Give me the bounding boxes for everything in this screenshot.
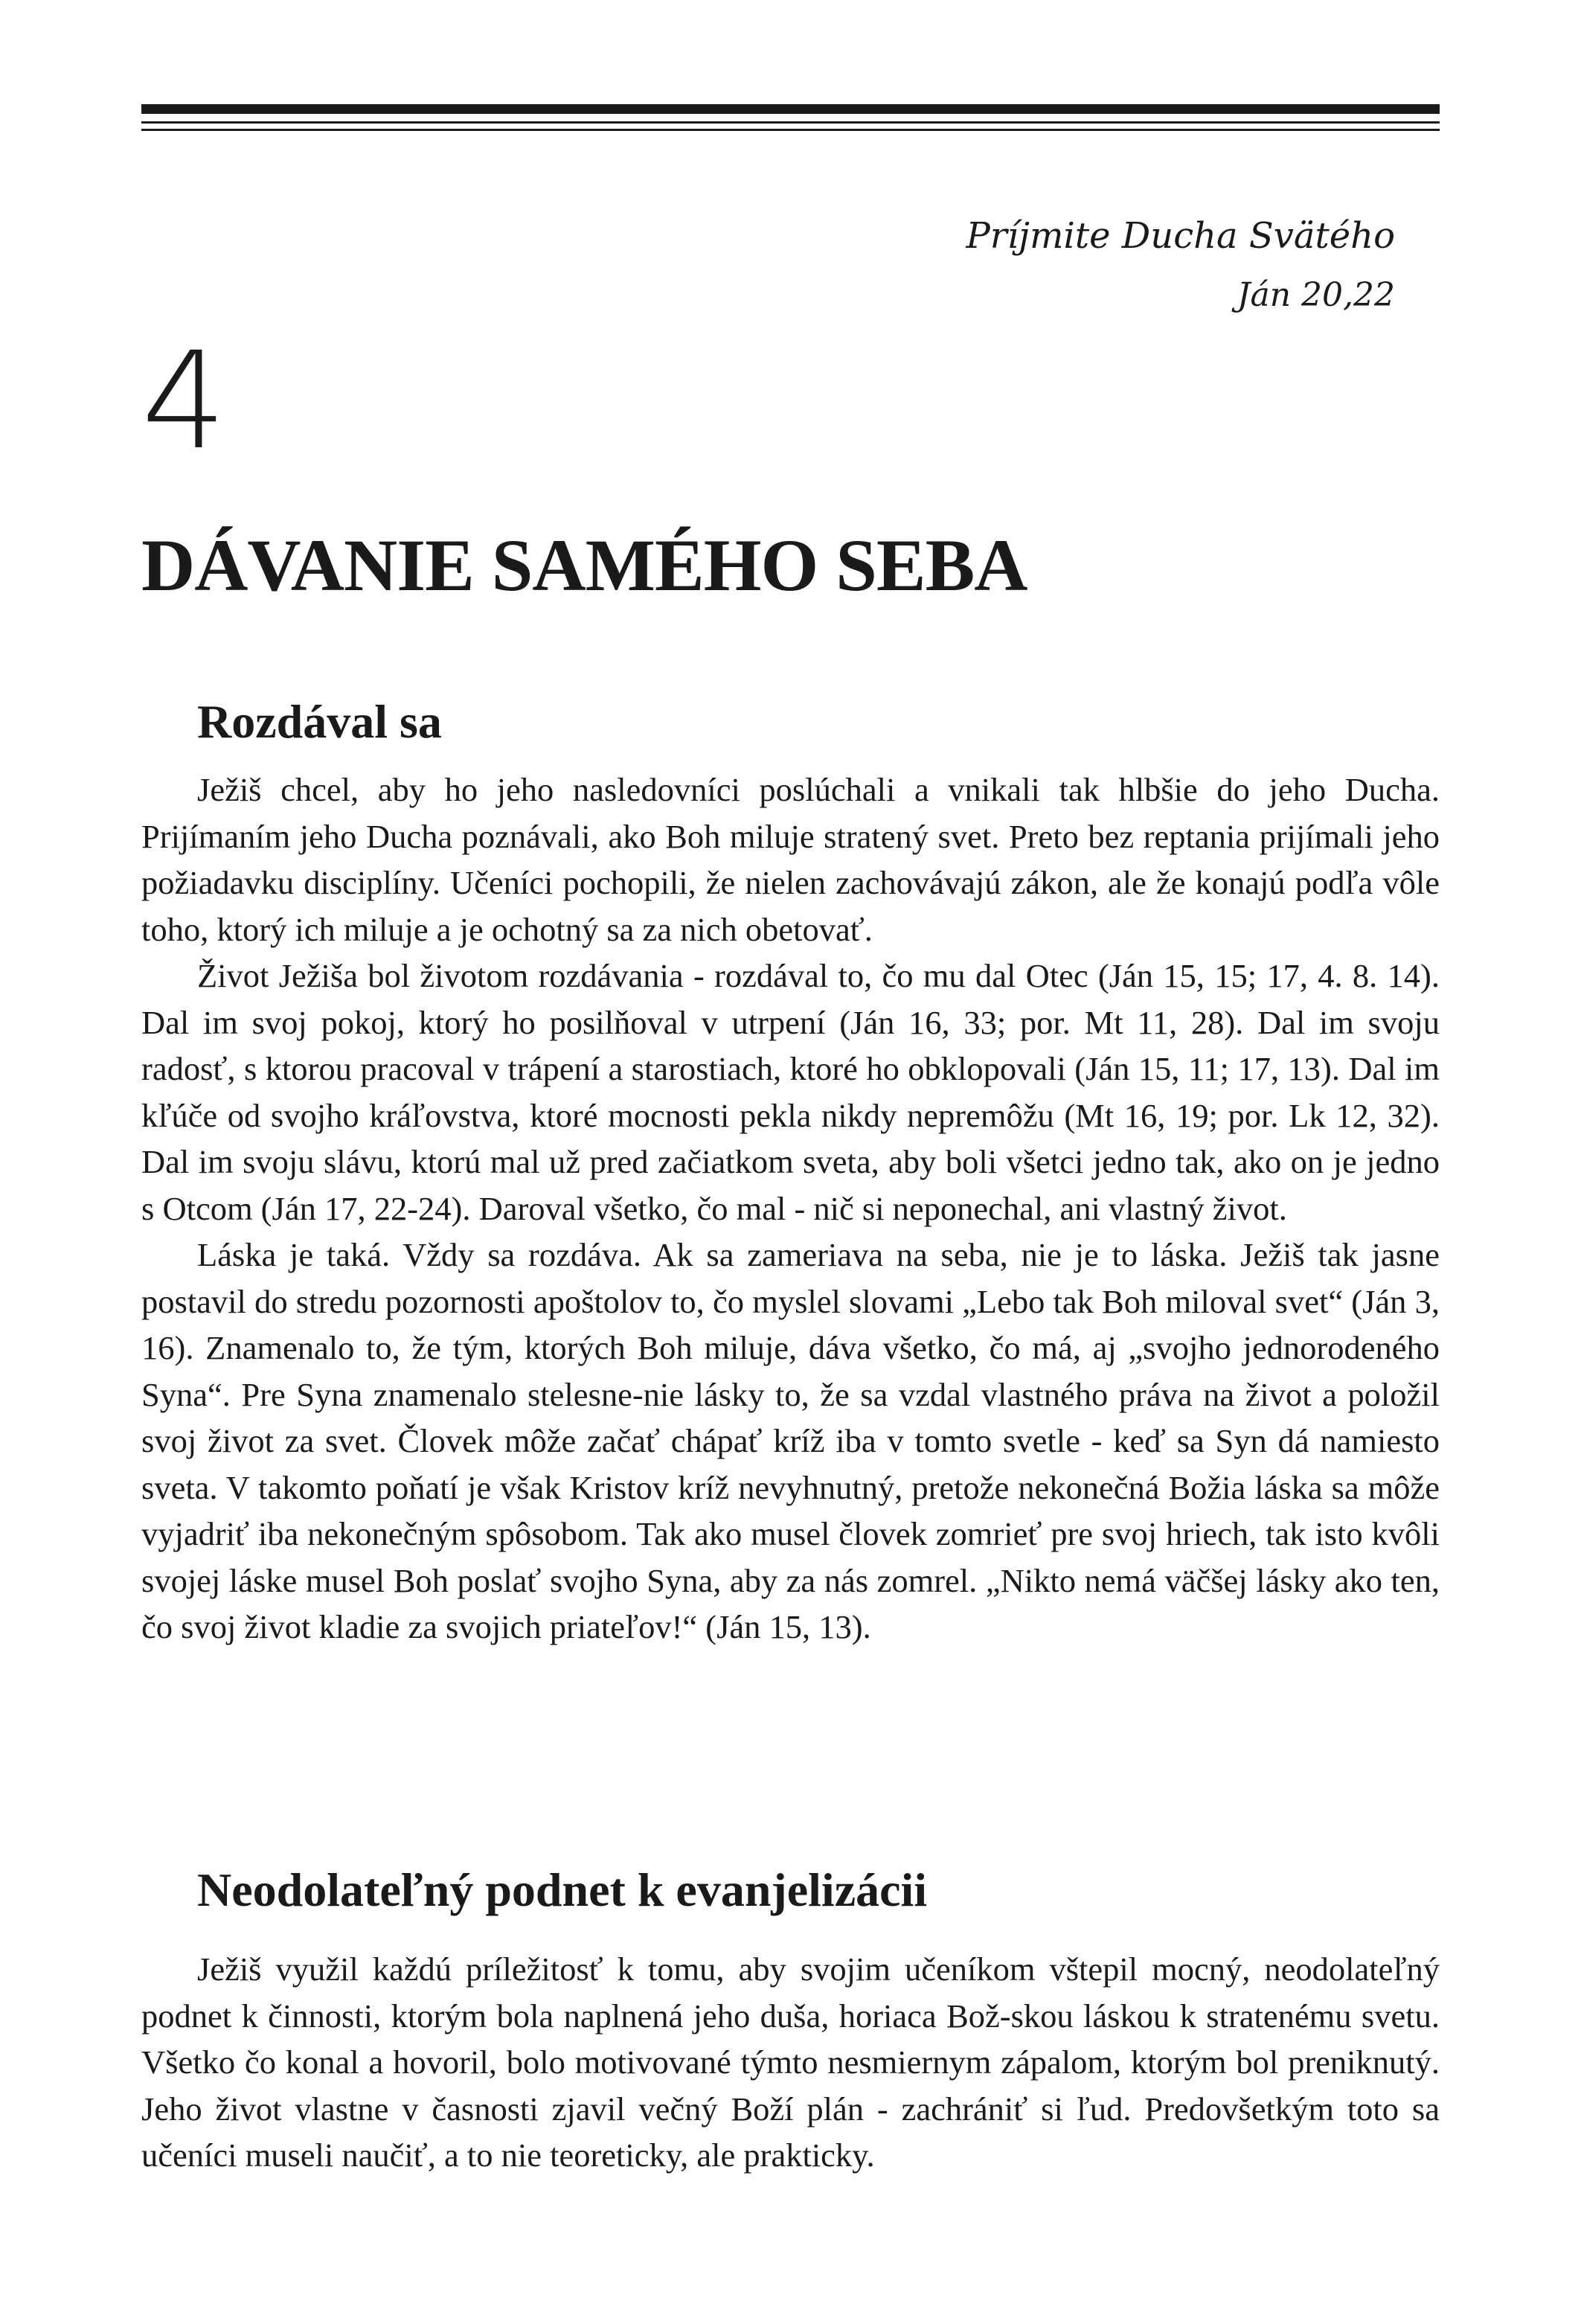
section-heading-rozdaval-sa: Rozdával sa bbox=[197, 695, 442, 748]
paragraph: Láska je taká. Vždy sa rozdáva. Ak sa zameriava na seba, nie je to láska. Ježiš tak jasne postavil do stredu pozornosti apoštolov to, čo myslel slovami „Lebo tak Boh miloval svet“ (Ján 3, 16). Znamenalo to, že tým, ktorých Boh miluje, dáva všetko, čo má, aj „svojho jednorodeného Syna“. Pre Syna znamenalo stelesne-nie lásky to, že sa vzdal vlastného práva na život a položil svoj život za svet. Človek môže začať chápať kríž iba v tomto svetle - keď sa Syn dá namiesto sveta. V takomto poňatí je však Kristov kríž nevyhnutný, pretože nekonečná Božia láska sa môže vyjadriť iba nekonečným spôsobom. Tak ako musel človek zomrieť pre svoj hriech, tak isto kvôli svojej láske musel Boh poslať svojho Syna, aby za nás zomrel. „Nikto nemá väčšej lásky ako ten, čo svoj život kladie za svojich priateľov!“ (Ján 15, 13). bbox=[141, 1236, 1440, 1645]
paragraph: Ježiš chcel, aby ho jeho nasledovníci poslúchali a vnikali tak hlbšie do jeho Ducha. Prijímaním jeho Ducha poznávali, ako Boh miluje stratený svet. Preto bez reptania prijímali jeho požiadavku disciplíny. Učeníci pochopili, že nielen zachovávajú zákon, ale že konajú podľa vôle toho, ktorý ich miluje a je ochotný sa za nich obetovať. bbox=[141, 771, 1440, 948]
chapter-title: DÁVANIE SAMÉHO SEBA bbox=[141, 524, 1027, 606]
chapter-number: 4 bbox=[141, 324, 227, 479]
section-body-evanjelizacia bbox=[141, 1946, 1440, 2179]
epigraph-reference: Ján 20,22 bbox=[1237, 276, 1395, 314]
paragraph: Ježiš využil každú príležitosť k tomu, aby svojim učeníkom vštepil mocný, neodolateľný podnet k činnosti, ktorým bola naplnená jeho duša, horiaca Bož-skou láskou k stratenému svetu. Všetko čo konal a hovoril, bolo motivované týmto nesmiernym zápalom, ktorým bol preniknutý. Jeho život vlastne v časnosti zjavil večný Boží plán - zachrániť si ľud. Predovšetkým toto sa učeníci museli naučiť, a to nie teoreticky, ale prakticky. bbox=[141, 1950, 1440, 2174]
section-heading-evanjelizacia: Neodolateľný podnet k evanjelizácii bbox=[197, 1863, 928, 1916]
header-rule-thin-2 bbox=[141, 129, 1440, 131]
epigraph-quote: Príjmite Ducha Svätého bbox=[966, 215, 1395, 257]
header-rule-thick bbox=[141, 104, 1440, 114]
header-rule-thin-1 bbox=[141, 121, 1440, 124]
epigraph bbox=[966, 212, 1396, 318]
section-body-rozdaval-sa bbox=[141, 766, 1440, 1651]
paragraph: Život Ježiša bol životom rozdávania - rozdával to, čo mu dal Otec (Ján 15, 15; 17, 4. 8. 14). Dal im svoj pokoj, ktorý ho posilňoval v utrpení (Ján 16, 33; por. Mt 11, 28). Dal im svoju radosť, s ktorou pracoval v trápení a starostiach, ktoré ho obklopovali (Ján 15, 11; 17, 13). Dal im kľúče od svojho kráľovstva, ktoré mocnosti pekla nikdy nepremôžu (Mt 16, 19; por. Lk 12, 32). Dal im svoju slávu, ktorú mal už pred začiatkom sveta, aby boli všetci jedno tak, ako on je jedno s Otcom (Ján 17, 22-24). Daroval všetko, čo mal - nič si neponechal, ani vlastný život. bbox=[141, 957, 1440, 1227]
